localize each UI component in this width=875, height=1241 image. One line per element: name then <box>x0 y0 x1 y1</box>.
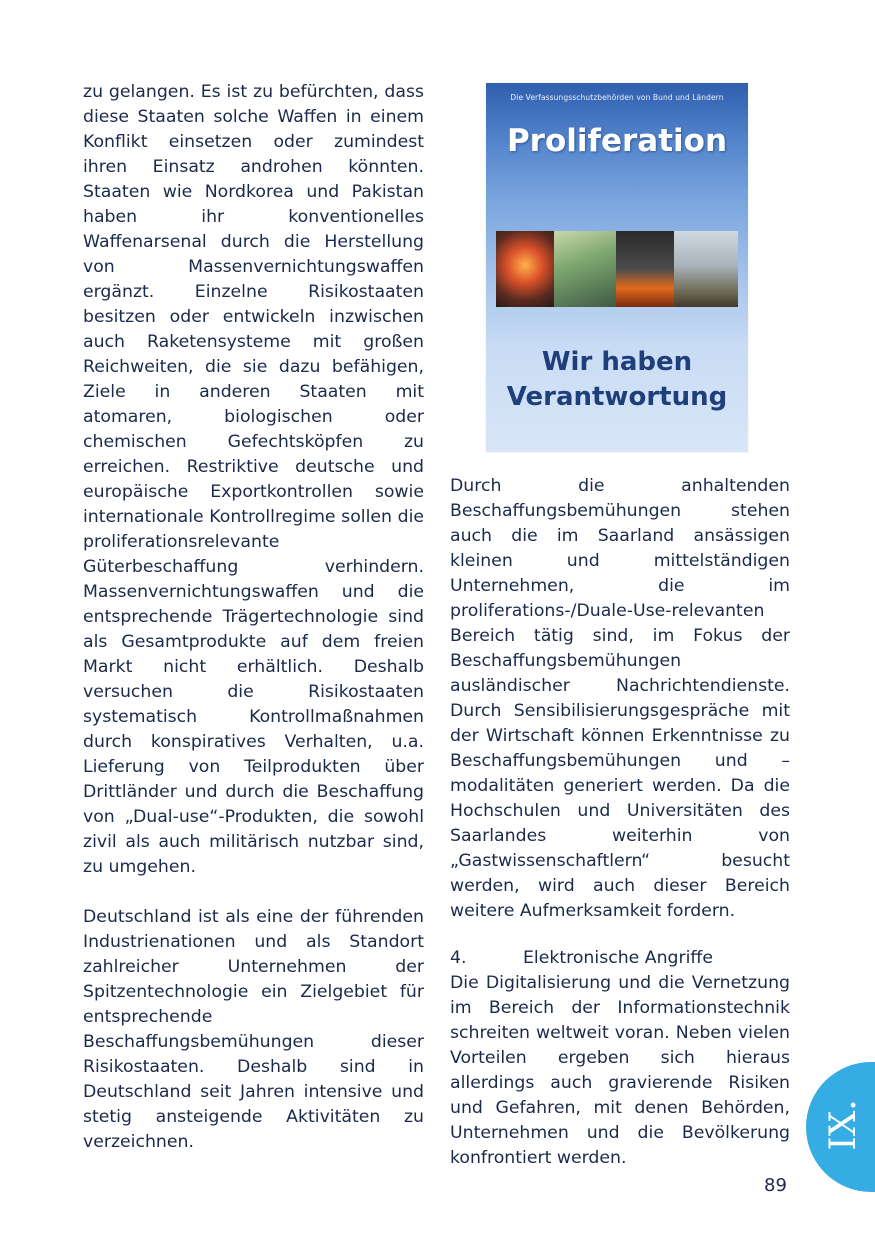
chapter-label: IX. <box>822 1099 864 1151</box>
explosion-photo <box>496 231 554 307</box>
left-column <box>83 80 424 1155</box>
right-paragraph-2: Die Digitalisierung und die Vernetzung im Bereich der Informationstechnik schreiten weltweit voran. Neben vielen Vorteilen ergeben sich hieraus allerdings auch gravierende Risiken und Gefahren, mit denen Behörden, Unternehmen und die Bevölkerung konfrontiert werden. <box>450 973 790 1168</box>
right-paragraph-1: Durch die anhaltenden Beschaffungsbemühungen stehen auch die im Saarland ansässigen kleinen und mittelständigen Unternehmen, die im proliferations-/Duale-Use-relevanten Bereich tätig sind, im Fokus der Beschaffungsbemühungen ausländischer Nachrichtendienste. Durch Sensibilisierungsgespräche mit der Wirtschaft können Erkenntnisse zu Beschaffungsbemühungen und –modalitäten generiert werden. Da die Hochschulen und Universitäten des Saarlandes weiterhin von „Gastwissenschaftlern“ besucht werden, wird auch dieser Bereich weitere Aufmerksamkeit fordern. <box>450 476 790 921</box>
left-paragraph-1: zu gelangen. Es ist zu befürchten, dass diese Staaten solche Waffen in einem Konflikt einsetzen oder zumindest ihren Einsatz androhen könnten. Staaten wie Nordkorea und Pakistan haben ihr konventionelles Waffenarsenal durch die Herstellung von Massenvernichtungswaffen ergänzt. Einzelne Risikostaaten besitzen oder entwickeln inzwischen auch Raketensysteme mit großen Reichweiten, die sie dazu befähigen, Ziele in anderen Staaten mit atomaren, biologischen oder chemischen Gefechtsköpfen zu erreichen. Restriktive deutsche und europäische Exportkontrollen sowie internationale Kontrollregime sollen die proliferationsrelevante Güterbeschaffung verhindern. Massenvernichtungswaffen und die entsprechende Trägertechnologie sind als Gesamtprodukte auf dem freien Markt nicht erhältlich. Deshalb versuchen die Risikostaaten systematisch Kontrollmaßnahmen durch konspiratives Verhalten, u.a. Lieferung von Teilprodukten über Drittländer und durch die Beschaffung von „Dual-use“-Produkten, die sowohl zivil als auch militärisch nutzbar sind, zu umgehen. <box>83 82 424 877</box>
cover-subtitle <box>486 345 748 415</box>
brochure-cover-image <box>486 83 748 452</box>
section-number: 4. <box>450 948 467 968</box>
missile-photo <box>674 231 738 307</box>
cover-title: Proliferation <box>506 123 728 159</box>
cover-photo-strip <box>496 231 738 307</box>
right-column <box>450 474 790 1171</box>
flask-photo <box>616 231 674 307</box>
cover-subtitle-line-2: Verantwortung <box>506 382 728 412</box>
hazmat-photo <box>554 231 616 307</box>
cover-publisher-line: Die Verfassungsschutzbehörden von Bund und Ländern <box>510 93 724 102</box>
left-paragraph-2: Deutschland ist als eine der führenden Industrienationen und als Standort zahlreicher Unternehmen der Spitzentechnologie ein Zielgebiet für entsprechende Beschaffungsbemühungen dieser Risikostaaten. Deshalb sind in Deutschland seit Jahren intensive und stetig ansteigende Aktivitäten zu verzeichnen. <box>83 907 424 1152</box>
page-number: 89 <box>764 1175 787 1196</box>
section-title: Elektronische Angriffe <box>523 948 713 968</box>
cover-subtitle-line-1: Wir haben <box>541 347 693 377</box>
section-heading <box>450 946 790 971</box>
